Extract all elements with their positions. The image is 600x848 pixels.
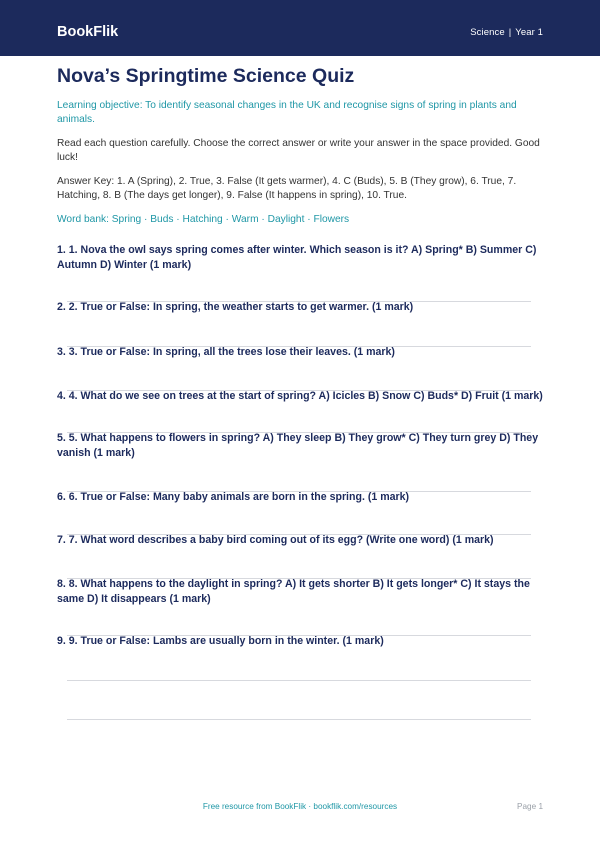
instructions-text: Read each question carefully. Choose the correct answer or write your answer in the space provided. Good luck!: [57, 138, 540, 163]
meta-separator: |: [508, 27, 512, 38]
question-list: [57, 243, 543, 720]
page-footer: [0, 802, 600, 816]
question-1: 1. 1. Nova the owl says spring comes after winter. Which season is it? A) Spring* B) Summer C) Autumn D) Winter (1 mark): [57, 244, 537, 271]
page-number: Page 1: [517, 802, 543, 811]
question-6: 6. 6. True or False: Many baby animals are born in the spring. (1 mark): [57, 491, 410, 503]
answer-line-10[interactable]: [67, 719, 531, 720]
answer-key-text: Answer Key: 1. A (Spring), 2. True, 3. False (It gets warmer), 4. C (Buds), 5. B (They grow), 6. True, 7. Hatching, 8. B (The days get longer), 9. False (It happens in spring), 10. True.: [57, 176, 517, 201]
question-9: 9. 9. True or False: Lambs are usually born in the winter. (1 mark): [57, 635, 384, 647]
subject-year-label: [470, 27, 543, 39]
learning-objective: Learning objective: To identify seasonal changes in the UK and recognise signs of spring in plants and animals.: [57, 100, 517, 125]
question-7: 7. 7. What word describes a baby bird coming out of its egg? (Write one word) (1 mark): [57, 534, 494, 546]
brand-logo-text: BookFlik: [57, 24, 119, 40]
subject-label: Science: [470, 27, 505, 38]
year-label: Year 1: [515, 27, 543, 38]
answer-line-9[interactable]: [67, 680, 531, 681]
word-bank: Word bank: Spring · Buds · Hatching · Warm · Daylight · Flowers: [57, 214, 350, 225]
question-3: 3. 3. True or False: In spring, all the trees lose their leaves. (1 mark): [57, 346, 395, 358]
document-body: [57, 64, 543, 720]
question-5: 5. 5. What happens to flowers in spring? A) They sleep B) They grow* C) They turn grey D) They vanish (1 mark): [57, 432, 539, 459]
question-2: 2. 2. True or False: In spring, the weather starts to get warmer. (1 mark): [57, 301, 414, 313]
page-header: [0, 0, 600, 56]
question-4: 4. 4. What do we see on trees at the start of spring? A) Icicles B) Snow C) Buds* D) Fruit (1 mark): [57, 390, 543, 402]
page-title: Nova’s Springtime Science Quiz: [57, 65, 355, 87]
question-8: 8. 8. What happens to the daylight in spring? A) It gets shorter B) It gets longer* C) It stays the same D) It disappears (1 mark): [57, 578, 530, 605]
footer-link-text: Free resource from BookFlik · bookflik.com/resources: [202, 802, 398, 811]
